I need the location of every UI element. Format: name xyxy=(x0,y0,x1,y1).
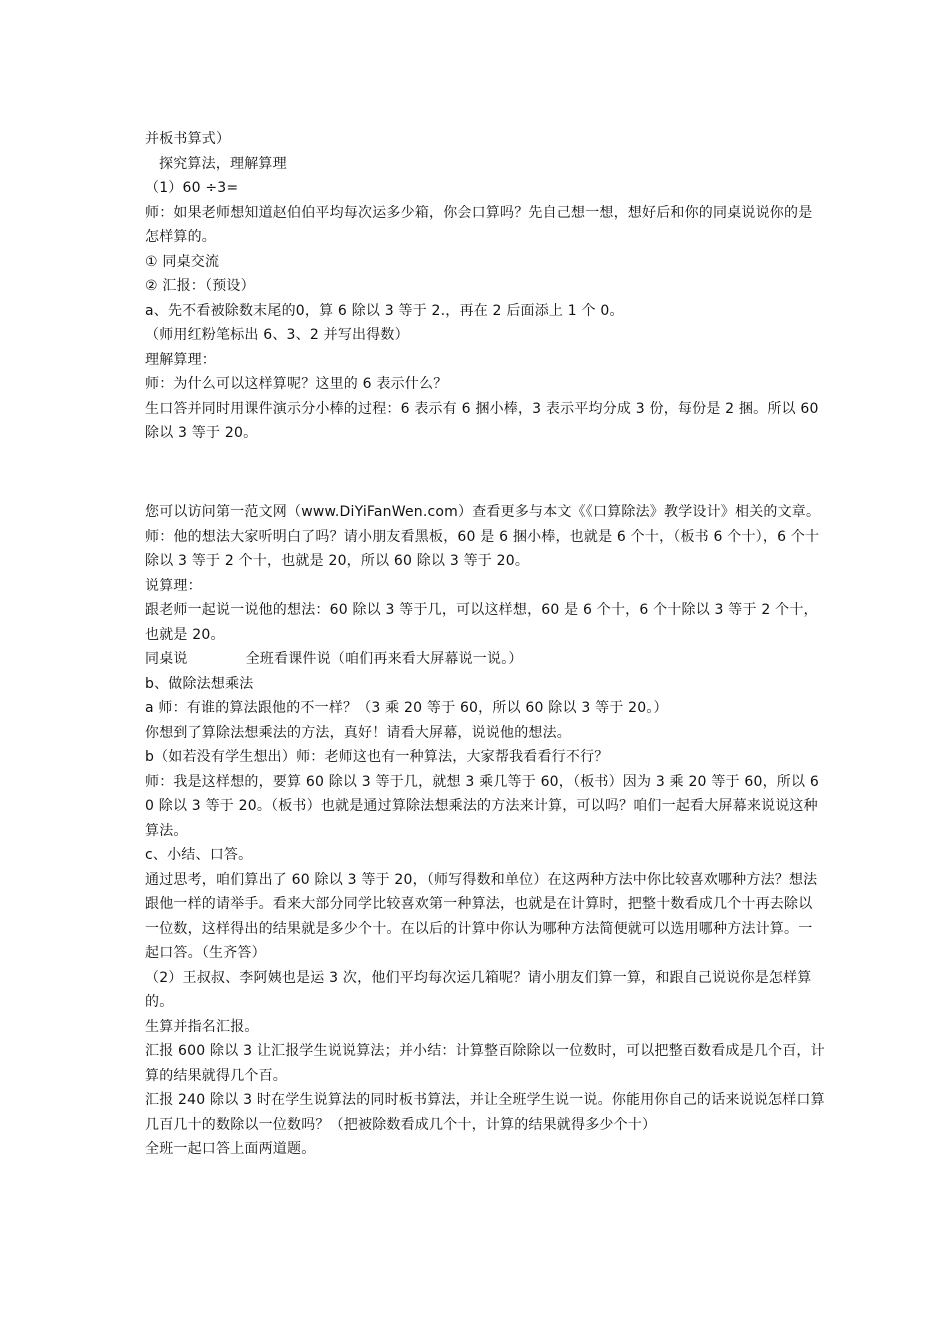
paragraph: 师：他的想法大家听明白了吗？请小朋友看黑板，60 是 6 捆小棒，也就是 6 个十，（板书 6 个十），6 个十除以 3 等于 2 个十，也就是 20，所以 60 除以 3 等于 20。 xyxy=(145,528,820,569)
class-talk-label: 全班看课件说（咱们再来看大屏幕说一说。） xyxy=(245,651,523,667)
bottom-text-section xyxy=(145,500,825,1162)
paragraph: 说算理： xyxy=(145,577,202,594)
paragraph: （1）60 ÷3= xyxy=(145,180,239,196)
paragraph: 全班一起口答上面两道题。 xyxy=(145,1141,316,1157)
paragraph: （师用红粉笔标出 6、3、2 并写出得数） xyxy=(145,327,409,343)
paragraph: 并板书算式） xyxy=(145,131,231,147)
top-text-section xyxy=(145,127,825,446)
website-reference-paragraph: 您可以访问第一范文网（www.DiYiFanWen.com）查看更多与本文《《口算除法》教学设计》相关的文章。 xyxy=(145,504,821,520)
paragraph: 生口答并同时用课件演示分小棒的过程：6 表示有 6 捆小棒，3 表示平均分成 3 份，每份是 2 捆。所以 60 除以 3 等于 20。 xyxy=(145,400,824,441)
paragraph: 你想到了算除法想乘法的方法，真好！请看大屏幕，说说他的想法。 xyxy=(145,724,571,741)
paragraph: 理解算理： xyxy=(145,351,216,368)
paragraph: （2）王叔叔、李阿姨也是运 3 次，他们平均每次运几箱呢？请小朋友们算一算，和跟自己说说你是怎样算的。 xyxy=(145,969,812,1010)
paragraph: a、先不看被除数末尾的0，算 6 除以 3 等于 2.，再在 2 后面添上 1 个 0。 xyxy=(145,302,624,319)
paragraph: 汇报 240 除以 3 时在学生说算法的同时板书算法，并让全班学生说一说。你能用你自己的话来说说怎样口算几百几十的数除以一位数吗？（把被除数看成几个十，计算的结果就得多少个十） xyxy=(145,1092,825,1133)
paragraph xyxy=(145,647,825,672)
paragraph: 师：为什么可以这样算呢？这里的 6 表示什么？ xyxy=(145,376,448,392)
paragraph: 师：我是这样想的，要算 60 除以 3 等于几，就想 3 乘几等于 60，（板书）因为 3 乘 20 等于 60，所以 60 除以 3 等于 20。（板书）也就是通过算除法想乘法的方法来计算，可以吗？咱们一起看大屏幕来说说这种算法。 xyxy=(145,773,819,839)
paragraph: b、做除法想乘法 xyxy=(145,675,254,692)
paragraph: c、小结、口答。 xyxy=(145,847,253,863)
paragraph: b（如若没有学生想出）师：老师这也有一种算法，大家帮我看看行不行？ xyxy=(145,749,609,765)
paragraph: 师：如果老师想知道赵伯伯平均每次运多少箱，你会口算吗？先自己想一想，想好后和你的同桌说说你的是怎样算的。 xyxy=(145,204,813,245)
paragraph: 生算并指名汇报。 xyxy=(145,1018,259,1035)
paragraph: 通过思考，咱们算出了 60 除以 3 等于 20，（师写得数和单位）在这两种方法中你比较喜欢哪种方法？想法跟他一样的请举手。看来大部分同学比较喜欢第一种算法，也就是在计算时，把整十数看成几个十再去除以一位数，这样得出的结果就是多少个十。在以后的计算中你认为哪种方法简便就可以选用哪种方法计算。一起口答。（生齐答） xyxy=(145,871,818,961)
pair-talk-label: 同桌说 xyxy=(145,651,188,667)
paragraph: 汇报 600 除以 3 让汇报学生说说算法；并小结：计算整百除除以一位数时，可以把整百数看成是几个百，计算的结果就得几个百。 xyxy=(145,1043,825,1084)
paragraph: ① 同桌交流 xyxy=(145,253,220,270)
paragraph: ② 汇报：（预设） xyxy=(145,278,255,294)
paragraph: 跟老师一起说一说他的想法：60 除以 3 等于几，可以这样想，60 是 6 个十，6 个十除以 3 等于 2 个十，也就是 20。 xyxy=(145,602,818,643)
section-heading: 探究算法，理解算理 xyxy=(159,155,287,172)
paragraph: a 师：有谁的算法跟他的不一样？（3 乘 20 等于 60，所以 60 除以 3 等于 20。） xyxy=(145,700,668,716)
